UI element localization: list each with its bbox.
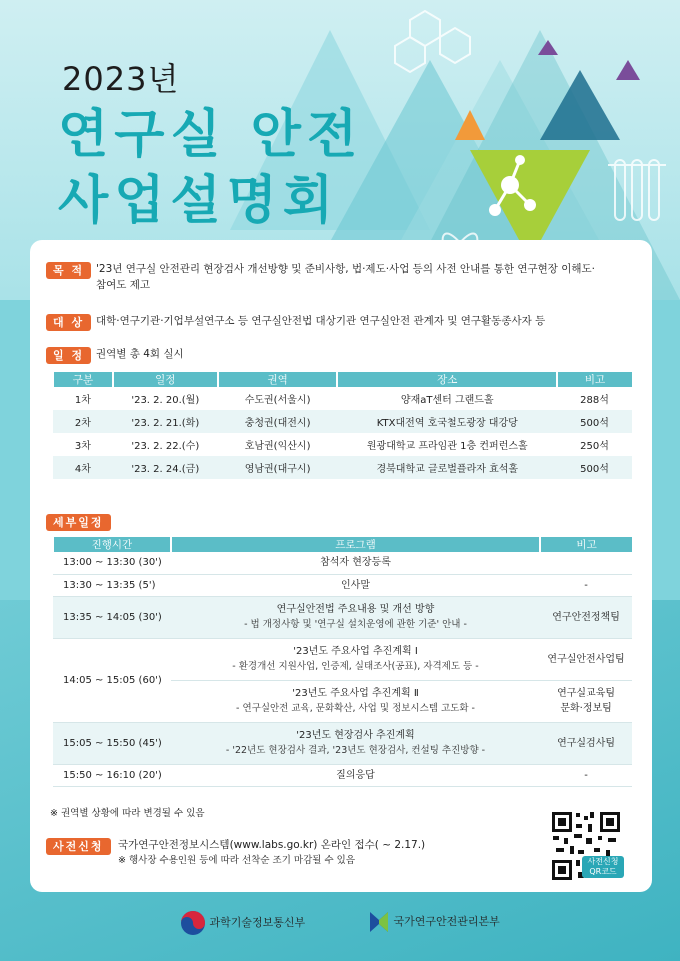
- table-cell: 1차: [74, 395, 91, 406]
- detail-note-cell: [540, 680, 632, 722]
- table-cell: 500석: [557, 410, 632, 433]
- detail-note: -: [540, 764, 632, 786]
- table-cell: 양재aT센터 그랜드홀: [400, 395, 494, 406]
- table-cell: '23. 2. 20.(월): [131, 395, 200, 406]
- table-cell: 호남권(익산시): [244, 441, 311, 452]
- qr-label: [582, 856, 624, 878]
- schedule-header: 비고: [557, 372, 632, 387]
- detail-note: [540, 552, 632, 574]
- table-cell: 500석: [557, 456, 632, 479]
- table-cell: 충청권(대전시): [218, 410, 338, 433]
- info-card: [30, 240, 652, 892]
- detail-header: 진행시간: [53, 537, 171, 552]
- purpose-tag: 목 적: [46, 262, 91, 279]
- schedule-header: 구분: [53, 372, 113, 387]
- page-title-line1: 연구실 안전: [58, 105, 364, 165]
- schedule-header: 일정: [113, 372, 218, 387]
- table-cell: 수도권(서울시): [244, 395, 311, 406]
- detail-program-cell: [171, 722, 540, 764]
- qr-label-line1: 사전신청: [587, 857, 619, 866]
- detail-program: 인사말: [171, 574, 540, 596]
- table-cell: 영남권(대구시): [218, 456, 338, 479]
- detail-program: '23년도 주요사업 추진계획 Ⅰ: [293, 646, 418, 657]
- table-cell: '23. 2. 22.(수): [131, 441, 200, 452]
- page-title-line2: 사업설명회: [58, 171, 340, 231]
- detail-time: 13:35 ~ 14:05 (30'): [53, 596, 171, 638]
- detail-time: 15:50 ~ 16:10 (20'): [53, 764, 171, 786]
- table-row: [53, 433, 632, 456]
- detail-footnote: ※ 권역별 상황에 따라 변경될 수 있음: [50, 808, 205, 819]
- detail-note: 연구실검사팀: [540, 722, 632, 764]
- purpose-text: [96, 261, 641, 293]
- table-row: [53, 552, 632, 574]
- table-cell: KTX대전역 호국철도광장 대강당: [337, 410, 557, 433]
- detail-schedule-table: [52, 537, 632, 787]
- table-row: [53, 574, 632, 596]
- detail-time: 13:30 ~ 13:35 (5'): [53, 574, 171, 596]
- detail-program-sub: - '22년도 현장검사 결과, '23년도 현장검사, 컨설팅 추진방향 -: [225, 745, 486, 756]
- detail-time: 14:05 ~ 15:05 (60'): [53, 638, 171, 722]
- purpose-text-line1: '23년 연구실 안전관리 현장검사 개선방향 및 준비사항, 법·제도·사업 등의 사전 안내를 통한 연구현장 이해도·: [96, 263, 595, 275]
- qr-label-line2: QR코드: [589, 867, 617, 876]
- safety-agency-logo-icon: [368, 910, 390, 934]
- detail-program: 질의응답: [171, 764, 540, 786]
- registration-text: 국가연구안전정보시스템(www.labs.go.kr) 온라인 접수( ~ 2.17.): [118, 839, 426, 851]
- detail-time: 13:00 ~ 13:30 (30'): [53, 552, 171, 574]
- event-year: 2023년: [62, 60, 180, 98]
- detail-note: 연구안전정책팀: [540, 596, 632, 638]
- table-row: [53, 456, 632, 479]
- table-cell: 경북대학교 글로벌플라자 효석홀: [337, 456, 557, 479]
- taegeuk-logo-icon: [180, 910, 206, 936]
- footer-org2-name: 국가연구안전관리본부: [393, 915, 500, 928]
- detail-program: 참석자 현장등록: [171, 552, 540, 574]
- table-row: [53, 764, 632, 786]
- target-text: 대학·연구기관·기업부설연구소 등 연구실안전법 대상기관 연구실안전 관계자 및 연구활동종사자 등: [96, 315, 546, 327]
- registration-tag: 사전신청: [46, 838, 111, 855]
- detail-program-cell: [171, 680, 540, 722]
- footer-org1-name: 과학기술정보통신부: [209, 916, 306, 929]
- detail-program: '23년도 현장검사 추진계획: [296, 730, 415, 741]
- detail-time: 15:05 ~ 15:50 (45'): [53, 722, 171, 764]
- detail-note: 문화·정보팀: [560, 703, 612, 714]
- detail-program-cell: [171, 596, 540, 638]
- detail-program-cell: [171, 638, 540, 680]
- detail-program: 연구실안전법 주요내용 및 개선 방향: [276, 604, 435, 615]
- detail-tag: 세부일정: [46, 514, 111, 531]
- table-row: [53, 722, 632, 764]
- table-row: [53, 410, 632, 433]
- table-cell: 3차: [74, 441, 91, 452]
- table-row: [53, 596, 632, 638]
- table-cell: '23. 2. 21.(화): [113, 410, 218, 433]
- schedule-table: [52, 372, 632, 479]
- detail-program-sub: - 연구실안전 교육, 문화확산, 사업 및 정보시스템 고도화 -: [236, 703, 475, 714]
- footer-org1: [180, 910, 305, 936]
- detail-note: 연구실교육팀: [557, 688, 616, 699]
- detail-note: 연구실안전사업팀: [540, 638, 632, 680]
- detail-program-sub: - 환경개선 지원사업, 인증제, 실태조사(공표), 자격제도 등 -: [232, 661, 479, 672]
- schedule-header: 장소: [337, 372, 557, 387]
- detail-program: '23년도 주요사업 추진계획 Ⅱ: [292, 688, 419, 699]
- table-cell: 4차: [53, 456, 113, 479]
- table-cell: 원광대학교 프라임관 1층 컨퍼런스홀: [366, 441, 528, 452]
- detail-program-sub: - 법 개정사항 및 '연구실 설치운영에 관한 기준' 안내 -: [244, 619, 467, 630]
- detail-header: 비고: [540, 537, 632, 552]
- target-tag: 대 상: [46, 314, 91, 331]
- purpose-text-line2: 참여도 제고: [96, 279, 151, 291]
- registration-note: ※ 행사장 수용인원 등에 따라 선착순 조기 마감될 수 있음: [118, 855, 356, 866]
- detail-note: -: [540, 574, 632, 596]
- footer-org2: [368, 910, 500, 934]
- schedule-header: 권역: [218, 372, 338, 387]
- detail-header: 프로그램: [171, 537, 540, 552]
- table-row: [53, 387, 632, 410]
- table-cell: 2차: [53, 410, 113, 433]
- table-cell: 288석: [580, 395, 609, 406]
- table-cell: 250석: [580, 441, 609, 452]
- schedule-tag: 일 정: [46, 347, 91, 364]
- table-row: [53, 638, 632, 680]
- schedule-summary: 권역별 총 4회 실시: [96, 348, 184, 360]
- table-cell: '23. 2. 24.(금): [113, 456, 218, 479]
